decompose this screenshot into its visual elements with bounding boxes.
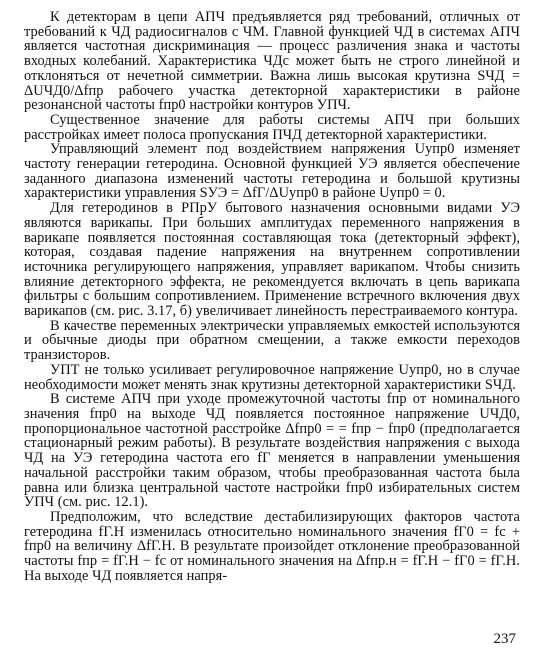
paragraph-1: К детекторам в цепи АПЧ предъявляется ряд требований, отличных от требований к ЧД радиосигналов с ЧМ. Главной функцией ЧД в системах АПЧ является частотная дискриминация — процесс различения знака и частоты входных колебаний. Характеристика ЧДс может быть не строго линейной и отклоняться от нечетной симметрии. Важна лишь высокая крутизна SЧД = ΔUЧД0/Δfпр рабочего участка детекторной характеристики в районе резонансной частоты fпр0 настройки контуров УПЧ.: [24, 9, 520, 114]
page-number: 237: [493, 631, 516, 647]
paragraph-5: В качестве переменных электрически управляемых емкостей используются и обычные диоды при обратном смещении, а также емкости переходов транзисторов.: [24, 317, 520, 364]
paragraph-7: В системе АПЧ при уходе промежуточной частоты fпр от номинального значения fпр0 на выходе ЧД появляется постоянное напряжение UЧД0, пропорциональное частотной расстройке Δfпр0 = = fпр − fпр0 (предполагается стационарный режим работы). В результате воздействия напряжения с выхода ЧД на УЭ гетеродина частота его fГ меняется в направлении уменьшения начальной расстройки таким образом, чтобы преобразованная частота была равна или близка центральной частоте настройки fпр0 избирательных систем УПЧ (см. рис. 12.1).: [24, 391, 520, 511]
paragraph-3: Управляющий элемент под воздействием напряжения Uупр0 изменяет частоту генерации гетеродина. Основной функцией УЭ является обеспечение заданного диапазона изменений частоты гетеродина и большой крутизны характеристики управления SУЭ = ΔfГ/ΔUупр0 в районе Uупр0 = 0.: [24, 141, 520, 202]
paragraph-8: Предположим, что вследствие дестабилизирующих факторов частота гетеродина fГ.Н изменилась относительно номинального значения fГ0 = fс + fпр0 на величину ΔfГ.Н. В результате произойдет отклонение преобразованной частоты fпр = fГ.Н − fс от номинального значения на Δfпр.н = fГ.Н − fГ0 = fГ.Н. На выходе ЧД появляется напря-: [24, 508, 520, 584]
paragraph-4: Для гетеродинов в РПрУ бытового назначения основными видами УЭ являются варикапы. При больших амплитудах переменного напряжения в варикапе появляется постоянная составляющая тока (детекторный эффект), которая, создавая падение напряжения на внутреннем сопротивлении источника регулирующего напряжения, управляет варикапом. Чтобы снизить влияние детекторного эффекта, не рекомендуется включать в цепь варикапа фильтры с большим сопротивлением. Применение встречного включения двух варикапов (см. рис. 3.17, б) увеличивает линейность перестраиваемого контура.: [24, 200, 520, 320]
body-text: [24, 10, 520, 583]
paragraph-2: Существенное значение для работы системы АПЧ при больших расстройках имеет полоса пропускания ПЧД детекторной характеристики.: [24, 111, 520, 143]
paragraph-6: УПТ не только усиливает регулировочное напряжение Uупр0, но в случае необходимости может менять знак крутизны детекторной характеристики SЧД.: [24, 361, 520, 393]
